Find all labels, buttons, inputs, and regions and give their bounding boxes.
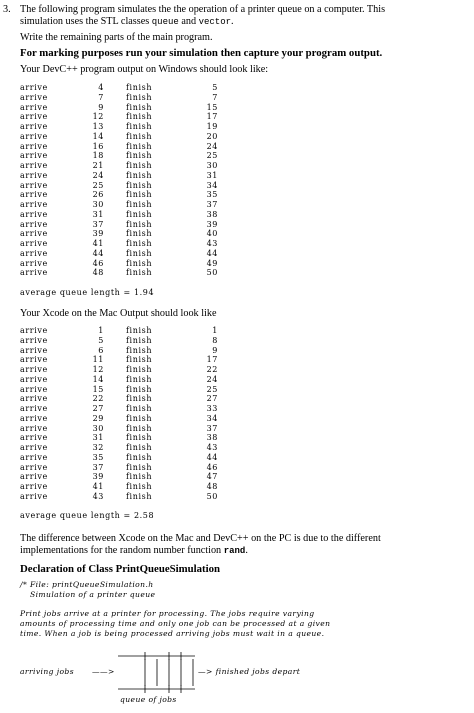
rand-function-name: rand	[223, 546, 246, 556]
arrive-time: 24	[92, 170, 104, 180]
finish-time: 31	[206, 170, 218, 180]
arrive-time: 46	[92, 258, 104, 268]
intro-line-1: The following program simulates the the operation of a printer queue on a computer. This	[20, 4, 386, 15]
write-remaining-text: Write the remaining parts of the main program.	[20, 32, 213, 43]
finish-label: finish	[126, 258, 153, 268]
finish-time: 47	[206, 472, 218, 482]
difference-line-2: implementations for the random number function rand.	[20, 545, 248, 556]
arrive-time: 31	[92, 433, 104, 443]
finish-label: finish	[126, 345, 153, 355]
arrive-time: 43	[92, 491, 104, 501]
arrive-label: arrive	[20, 131, 48, 141]
finish-time: 44	[206, 452, 218, 462]
finish-label: finish	[126, 92, 153, 102]
finish-time: 24	[206, 141, 218, 151]
finish-label: finish	[126, 326, 153, 335]
finish-time: 39	[206, 219, 218, 229]
arrive-label: arrive	[20, 326, 48, 335]
arrive-label: arrive	[20, 443, 48, 452]
arrive-label: arrive	[20, 141, 48, 151]
arrive-label: arrive	[20, 423, 48, 433]
finish-time: 44	[206, 248, 218, 258]
finish-time: 50	[206, 268, 218, 278]
arrive-time: 29	[92, 413, 104, 423]
desc-line-2: amounts of processing time and only one job can be processed at a given	[20, 619, 331, 628]
finish-time: 43	[206, 443, 218, 452]
xcode-average: average queue length = 2.58	[20, 511, 155, 520]
arrow-in: ——>	[92, 667, 115, 676]
arrive-time: 25	[92, 180, 104, 190]
arrive-time: 27	[92, 404, 104, 413]
arrive-label: arrive	[20, 374, 48, 384]
arrive-label: arrive	[20, 248, 48, 258]
arrive-time: 5	[98, 335, 104, 345]
finish-label: finish	[126, 112, 153, 122]
finish-time: 34	[206, 413, 218, 423]
finish-label: finish	[126, 413, 153, 423]
finish-label: finish	[126, 239, 153, 248]
arrive-label: arrive	[20, 219, 48, 229]
arrive-time: 37	[92, 462, 104, 472]
arrive-label: arrive	[20, 452, 48, 462]
finish-label: finish	[126, 161, 153, 170]
arrive-time: 9	[98, 102, 104, 112]
arrive-time: 16	[92, 141, 104, 151]
arrive-time: 39	[92, 229, 104, 239]
arrive-label: arrive	[20, 161, 48, 170]
arrive-time: 41	[92, 482, 104, 491]
finish-time: 24	[206, 374, 218, 384]
arrive-label: arrive	[20, 200, 48, 209]
arrive-label: arrive	[20, 239, 48, 248]
finish-time: 48	[206, 482, 218, 491]
finish-label: finish	[126, 268, 153, 278]
finish-time: 40	[206, 229, 218, 239]
finish-time: 46	[206, 462, 218, 472]
arrive-label: arrive	[20, 102, 48, 112]
intro-line-2: simulation uses the STL classes queue and vector.	[20, 16, 234, 27]
comment-line-1: /* File: printQueueSimulation.h	[20, 580, 154, 589]
arrive-label: arrive	[20, 404, 48, 413]
arrive-time: 18	[92, 151, 104, 161]
arrive-time: 15	[92, 384, 104, 394]
vector-class-name: vector	[198, 17, 231, 27]
finish-time: 35	[206, 190, 218, 200]
intro-line-2-and: and	[181, 16, 197, 27]
finish-time: 25	[206, 384, 218, 394]
arrive-time: 7	[98, 92, 104, 102]
queue-of-jobs-label: queue of jobs	[120, 695, 177, 704]
arrive-label: arrive	[20, 355, 48, 365]
arrive-label: arrive	[20, 472, 48, 482]
arrive-label: arrive	[20, 462, 48, 472]
finish-label: finish	[126, 443, 153, 452]
finish-label: finish	[126, 83, 153, 92]
arrive-time: 30	[92, 200, 104, 209]
arrive-label: arrive	[20, 394, 48, 404]
arrive-time: 4	[98, 83, 104, 92]
finish-time: 5	[212, 83, 218, 92]
arrive-label: arrive	[20, 345, 48, 355]
finish-time: 9	[212, 345, 218, 355]
finish-time: 8	[212, 335, 218, 345]
arrive-label: arrive	[20, 268, 48, 278]
desc-line-1: Print jobs arrive at a printer for processing. The jobs require varying	[20, 609, 315, 618]
arrive-label: arrive	[20, 180, 48, 190]
finish-time: 15	[206, 102, 218, 112]
arrive-label: arrive	[20, 112, 48, 122]
arrive-time: 41	[92, 239, 104, 248]
finish-time: 34	[206, 180, 218, 190]
finish-label: finish	[126, 423, 153, 433]
arrive-time: 1	[98, 326, 104, 335]
arrive-time: 12	[92, 112, 104, 122]
xcode-caption: Your Xcode on the Mac Output should look like	[20, 308, 217, 319]
arrive-label: arrive	[20, 190, 48, 200]
finish-time: 25	[206, 151, 218, 161]
arrive-time: 21	[92, 161, 104, 170]
queue-class-name: queue	[151, 17, 179, 27]
arrive-label: arrive	[20, 365, 48, 374]
finish-label: finish	[126, 335, 153, 345]
arrive-label: arrive	[20, 384, 48, 394]
question-number: 3.	[3, 4, 11, 15]
finish-label: finish	[126, 102, 153, 112]
finish-time: 27	[206, 394, 218, 404]
arrive-label: arrive	[20, 92, 48, 102]
finish-time: 17	[206, 355, 218, 365]
difference-line-2-text: implementations for the random number function	[20, 545, 222, 556]
finish-label: finish	[126, 219, 153, 229]
arriving-jobs-label: arriving jobs	[20, 667, 74, 676]
arrive-time: 48	[92, 268, 104, 278]
arrive-label: arrive	[20, 482, 48, 491]
finish-label: finish	[126, 248, 153, 258]
finish-time: 20	[206, 131, 218, 141]
finish-time: 19	[206, 122, 218, 131]
arrive-time: 11	[92, 355, 104, 365]
finish-label: finish	[126, 433, 153, 443]
finish-time: 17	[206, 112, 218, 122]
arrive-time: 35	[92, 452, 104, 462]
finish-label: finish	[126, 209, 153, 219]
arrive-time: 32	[92, 443, 104, 452]
devcpp-caption: Your DevC++ program output on Windows should look like:	[20, 64, 269, 75]
difference-line-1: The difference between Xcode on the Mac and DevC++ on the PC is due to the different	[20, 533, 381, 544]
arrive-time: 13	[92, 122, 104, 131]
finish-time: 50	[206, 491, 218, 501]
finish-label: finish	[126, 355, 153, 365]
intro-line-2-text: simulation uses the STL classes	[20, 16, 150, 27]
comment-line-2: Simulation of a printer queue	[30, 590, 156, 599]
finish-label: finish	[126, 404, 153, 413]
arrive-label: arrive	[20, 170, 48, 180]
finish-label: finish	[126, 131, 153, 141]
devcpp-average: average queue length = 1.94	[20, 288, 155, 297]
finish-label: finish	[126, 394, 153, 404]
finish-time: 49	[206, 258, 218, 268]
finish-time: 30	[206, 161, 218, 170]
finish-label: finish	[126, 141, 153, 151]
finish-label: finish	[126, 491, 153, 501]
arrive-time: 30	[92, 423, 104, 433]
finish-time: 37	[206, 423, 218, 433]
finish-time: 38	[206, 209, 218, 219]
arrive-label: arrive	[20, 83, 48, 92]
finish-time: 43	[206, 239, 218, 248]
arrive-time: 44	[92, 248, 104, 258]
finish-label: finish	[126, 365, 153, 374]
arrive-label: arrive	[20, 491, 48, 501]
finish-time: 38	[206, 433, 218, 443]
arrive-label: arrive	[20, 258, 48, 268]
arrive-label: arrive	[20, 209, 48, 219]
arrive-label: arrive	[20, 433, 48, 443]
finish-label: finish	[126, 229, 153, 239]
finish-label: finish	[126, 170, 153, 180]
finish-label: finish	[126, 374, 153, 384]
finish-label: finish	[126, 452, 153, 462]
finish-label: finish	[126, 482, 153, 491]
arrive-label: arrive	[20, 122, 48, 131]
finish-time: 22	[206, 365, 218, 374]
finish-label: finish	[126, 190, 153, 200]
declaration-heading: Declaration of Class PrintQueueSimulation	[20, 563, 221, 575]
arrive-label: arrive	[20, 335, 48, 345]
finish-label: finish	[126, 122, 153, 131]
finish-time: 33	[206, 404, 218, 413]
arrive-time: 14	[92, 374, 104, 384]
finish-time: 37	[206, 200, 218, 209]
arrive-time: 31	[92, 209, 104, 219]
finish-label: finish	[126, 472, 153, 482]
marking-instruction: For marking purposes run your simulation then capture your program output.	[20, 47, 383, 59]
arrive-time: 12	[92, 365, 104, 374]
finish-label: finish	[126, 180, 153, 190]
desc-line-3: time. When a job is being processed arriving jobs must wait in a queue.	[20, 629, 325, 638]
finished-jobs-label: —> finished jobs depart	[198, 667, 301, 676]
arrive-label: arrive	[20, 151, 48, 161]
arrive-time: 37	[92, 219, 104, 229]
finish-label: finish	[126, 200, 153, 209]
arrive-label: arrive	[20, 413, 48, 423]
arrive-label: arrive	[20, 229, 48, 239]
finish-time: 1	[212, 326, 218, 335]
arrive-time: 14	[92, 131, 104, 141]
finish-label: finish	[126, 384, 153, 394]
finish-label: finish	[126, 151, 153, 161]
arrive-time: 22	[92, 394, 104, 404]
arrive-time: 6	[98, 345, 104, 355]
finish-time: 7	[212, 92, 218, 102]
finish-label: finish	[126, 462, 153, 472]
arrive-time: 39	[92, 472, 104, 482]
arrive-time: 26	[92, 190, 104, 200]
